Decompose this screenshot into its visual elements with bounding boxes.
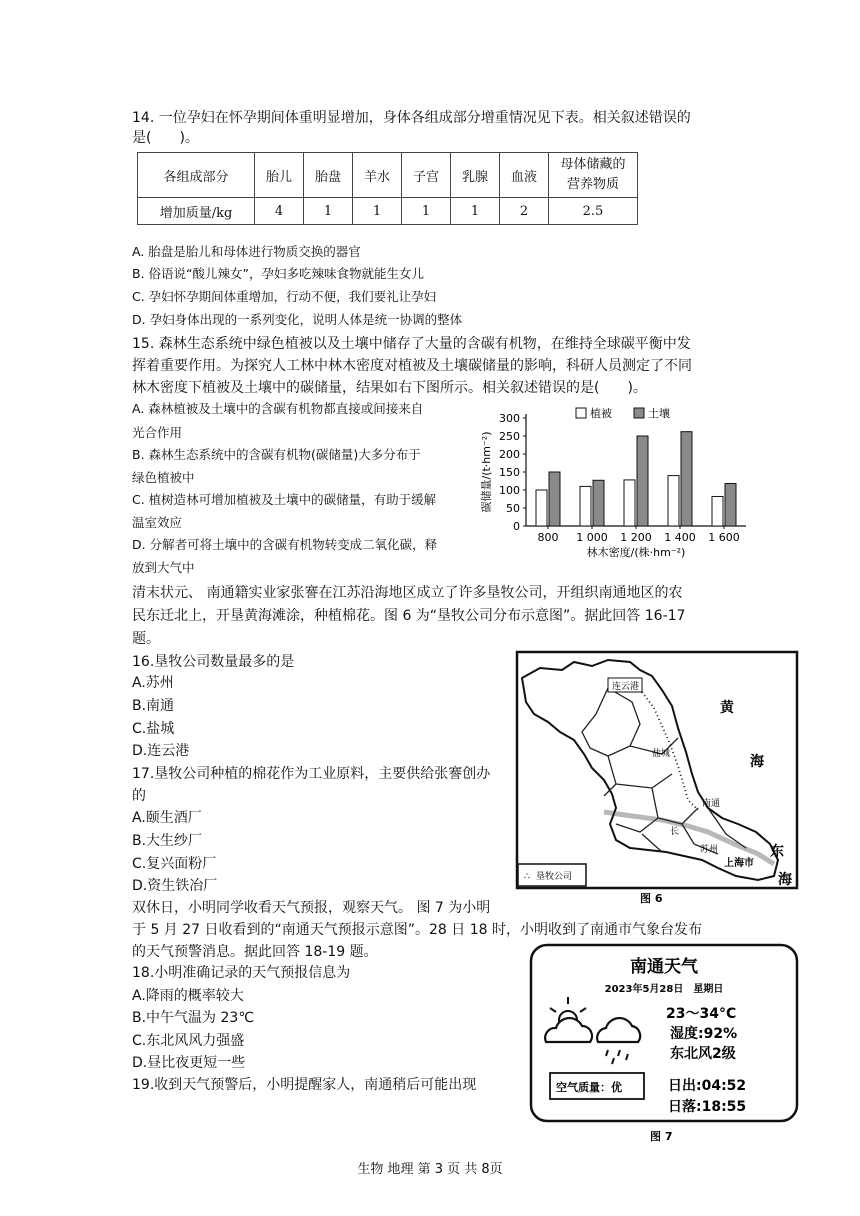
- weather-date: 2023年5月28日 星期日: [604, 984, 724, 995]
- table-header-line: 营养物质: [566, 177, 619, 192]
- q15-option-b-line2: 绿色植被中: [132, 470, 195, 485]
- intro-16-17-line1: 清末状元、 南通籍实业家张謇在江苏沿海地区成立了许多垦牧公司，开组织南通地区的农: [132, 585, 683, 601]
- table-header-cell: 乳腺: [451, 153, 500, 198]
- q14-option-a: A. 胎盘是胎儿和母体进行物质交换的器官: [132, 244, 361, 259]
- q16-option-c: C.盐城: [132, 721, 175, 737]
- q16-stem: 16.垦牧公司数量最多的是: [132, 654, 295, 670]
- table-cell: 2: [500, 198, 549, 225]
- q14-option-d: D. 孕妇身体出现的一系列变化，说明人体是统一协调的整体: [132, 312, 463, 327]
- table-cell: 4: [255, 198, 304, 225]
- q18-option-a: A.降雨的概率较大: [132, 988, 244, 1004]
- intro-16-17-line3: 题。: [132, 631, 160, 647]
- table-header-cell: 血液: [500, 153, 549, 198]
- changjiang-label: 长: [670, 827, 680, 837]
- q17-stem-line2: 的: [132, 788, 146, 804]
- q19-stem: 19.收到天气预警后，小明提醒家人，南通稍后可能出现: [132, 1077, 477, 1093]
- y-tick-label: 100: [499, 484, 520, 497]
- q15-option-c-line2: 温室效应: [132, 515, 183, 530]
- bar-soil: [637, 436, 648, 526]
- yancheng-label: 盐城: [652, 749, 671, 759]
- y-tick-label: 200: [499, 448, 520, 461]
- x-tick-label: 1 400: [664, 531, 696, 544]
- intro-18-19-line3: 的天气预警消息。据此回答 18-19 题。: [132, 944, 378, 960]
- q17-option-b: B.大生纱厂: [132, 833, 203, 849]
- q15-option-a-line1: A. 森林植被及土壤中的含碳有机物都直接或间接来自: [132, 401, 424, 416]
- sunset-time: 日落:18:55: [668, 1099, 747, 1115]
- q14-option-c: C. 孕妇怀孕期间体重增加，行动不便，我们要礼让孕妇: [132, 289, 437, 304]
- x-tick-label: 1 200: [620, 531, 652, 544]
- table-header-line: 母体储藏的: [560, 157, 626, 172]
- map-legend-label: 垦牧公司: [536, 872, 573, 882]
- q18-option-b: B.中午气温为 23℃: [132, 1010, 255, 1026]
- y-tick-label: 250: [499, 430, 520, 443]
- q15-stem-line1: 15. 森林生态系统中绿色植被以及土壤中储存了大量的含碳有机物，在维持全球碳平衡中发: [132, 336, 691, 352]
- weather-title: 南通天气: [630, 957, 698, 977]
- air-quality: 空气质量：优: [556, 1081, 622, 1094]
- figure6-caption: 图 6: [640, 892, 663, 904]
- q15-option-d-line2: 放到大气中: [132, 560, 195, 575]
- huanghai-label-1: 黄: [720, 700, 734, 716]
- y-tick-label: 150: [499, 466, 520, 479]
- q17-stem-line1: 17.垦牧公司种植的棉花作为工业原料，主要供给张謇创办: [132, 766, 491, 782]
- q15-stem-line3: 林木密度下植被及土壤中的碳储量，结果如右下图所示。相关叙述错误的是( )。: [132, 380, 647, 396]
- weather-temperature: 23～34°C: [666, 1006, 737, 1022]
- q14-table: [137, 152, 638, 225]
- table-cell: 1: [353, 198, 402, 225]
- bar-soil: [681, 432, 692, 526]
- q16-option-d: D.连云港: [132, 743, 190, 759]
- intro-18-19-line2: 于 5 月 27 日收看到的“南通天气预报示意图”。28 日 18 时，小明收到了南通市气象台发布: [132, 922, 703, 938]
- bar-soil: [549, 472, 560, 526]
- carbon-storage-bar-chart: [478, 404, 750, 574]
- x-tick-label: 1 000: [576, 531, 608, 544]
- legend-dots-icon: ∴: [524, 872, 530, 882]
- table-header-cell: 各组成部分: [138, 153, 255, 198]
- sunrise-time: 日出:04:52: [668, 1078, 747, 1094]
- q15-option-a-line2: 光合作用: [132, 425, 183, 440]
- y-tick-label: 0: [513, 520, 520, 533]
- suzhou-label: 苏州: [700, 845, 719, 855]
- x-axis-label: 林木密度/(株·hm⁻²): [586, 546, 686, 559]
- q17-option-a: A.颐生酒厂: [132, 810, 202, 826]
- table-cell: 1: [304, 198, 353, 225]
- table-header-cell: 羊水: [353, 153, 402, 198]
- y-axis-label: 碳储量/(t·hm⁻²): [480, 431, 493, 513]
- bar-soil: [725, 484, 736, 526]
- q18-option-d: D.昼比夜更短一些: [132, 1055, 246, 1071]
- figure7-caption: 图 7: [650, 1130, 673, 1143]
- donghai-label-2: 海: [778, 872, 792, 888]
- bar-vegetation: [668, 476, 679, 526]
- bar-vegetation: [712, 496, 723, 526]
- legend-swatch: [634, 408, 644, 418]
- legend-label: 植被: [590, 407, 612, 420]
- x-tick-label: 800: [537, 531, 559, 544]
- q15-stem-line2: 挥着重要作用。为探究人工林中林木密度对植被及土壤碳储量的影响，科研人员测定了不同: [132, 358, 692, 374]
- lianyungang-label: 连云港: [612, 682, 640, 692]
- q14-stem-line1: 14. 一位孕妇在怀孕期间体重明显增加，身体各组成部分增重情况见下表。相关叙述错误的: [132, 110, 691, 126]
- q14-stem-line2: 是( )。: [132, 130, 199, 146]
- intro-18-19-line1: 双休日，小明同学收看天气预报，观察天气。 图 7 为小明: [132, 900, 491, 916]
- table-cell: 1: [451, 198, 500, 225]
- q15-option-b-line1: B. 森林生态系统中的含碳有机物(碳储量)大多分布于: [132, 447, 421, 462]
- table-cell: 2.5: [549, 198, 638, 225]
- q15-option-d-line1: D. 分解者可将土壤中的含碳有机物转变成二氧化碳，释: [132, 537, 438, 552]
- q15-option-c-line1: C. 植树造林可增加植被及土壤中的碳储量，有助于缓解: [132, 492, 437, 507]
- y-tick-label: 300: [499, 412, 520, 425]
- bar-vegetation: [624, 480, 635, 526]
- q17-option-c: C.复兴面粉厂: [132, 856, 217, 872]
- q18-stem: 18.小明准确记录的天气预报信息为: [132, 965, 351, 981]
- intro-16-17-line2: 民东迁北上，开垦黄海滩涂，种植棉花。图 6 为“垦牧公司分布示意图”。据此回答 16-17: [132, 608, 686, 624]
- weather-humidity: 湿度:92%: [670, 1026, 738, 1042]
- y-tick-label: 50: [506, 502, 520, 515]
- nantong-label: 南通: [702, 799, 721, 809]
- shanghai-label: 上海市: [724, 858, 754, 869]
- q16-option-b: B.南通: [132, 698, 175, 714]
- x-tick-label: 1 600: [708, 531, 740, 544]
- bar-soil: [593, 480, 604, 526]
- legend-label: 土壤: [648, 407, 670, 420]
- weather-wind: 东北风2级: [670, 1046, 736, 1062]
- huanghai-label-2: 海: [750, 754, 764, 770]
- table-header-cell: 胎盘: [304, 153, 353, 198]
- table-row-header: 增加质量/kg: [138, 198, 255, 225]
- donghai-label-1: 东: [770, 844, 784, 860]
- q17-option-d: D.资生铁冶厂: [132, 878, 218, 894]
- jiangsu-map-figure: [512, 648, 800, 904]
- nantong-weather-figure: [528, 942, 800, 1148]
- table-header-cell: 胎儿: [255, 153, 304, 198]
- legend-swatch: [576, 408, 586, 418]
- q14-option-b: B. 俗语说“酸儿辣女”，孕妇多吃辣味食物就能生女儿: [132, 266, 424, 281]
- table-header-cell: 子宫: [402, 153, 451, 198]
- q16-option-a: A.苏州: [132, 675, 174, 691]
- table-header-cell: [549, 153, 638, 198]
- bar-vegetation: [580, 486, 591, 526]
- table-cell: 1: [402, 198, 451, 225]
- q18-option-c: C.东北风风力强盛: [132, 1033, 245, 1049]
- page-footer: 生物 地理 第 3 页 共 8页: [357, 1162, 503, 1177]
- bar-vegetation: [536, 490, 547, 526]
